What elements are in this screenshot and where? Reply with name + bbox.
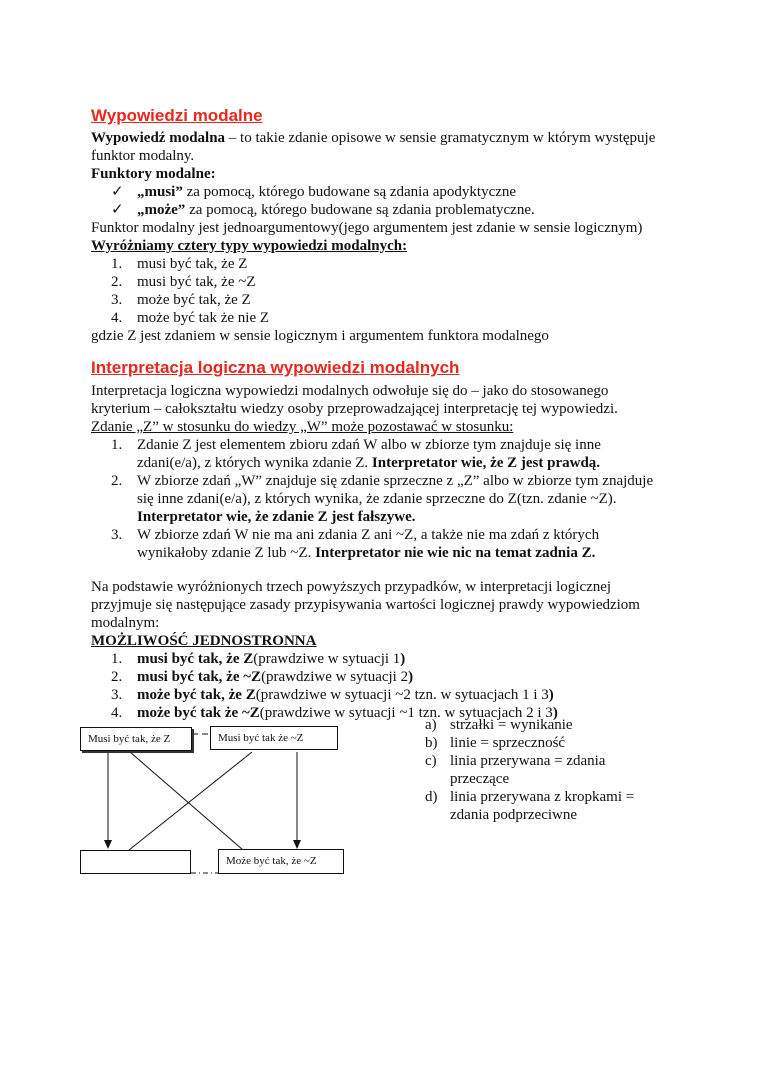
functors-heading: Funktory modalne: <box>91 166 216 182</box>
intro-text: Interpretacja logiczna wypowiedzi modalnych odwołuje się do – jako do stosowanego <box>91 383 609 399</box>
item-letter: b) <box>425 735 438 751</box>
rule-text: (prawdziwe w sytuacji 2 <box>261 669 409 685</box>
paragraph-text: Na podstawie wyróżnionych trzech powyższych przypadków, w interpretacji logicznej <box>91 579 612 595</box>
item-number: 1. <box>111 256 123 272</box>
item-number: 3. <box>111 687 123 703</box>
rule-term: musi być tak, że Z <box>137 651 254 667</box>
legend-text: przeczące <box>450 771 510 787</box>
legend-item <box>425 752 685 788</box>
item-number: 3. <box>111 292 123 308</box>
box-top-right: Musi być tak że ~Z <box>210 726 338 750</box>
rule-term: może być tak, że Z <box>137 687 256 703</box>
types-footer: gdzie Z jest zdaniem w sensie logicznym i argumentem funktora modalnego <box>91 328 549 344</box>
case-conclusion: Interpretator wie, że Z jest prawdą. <box>371 455 601 471</box>
box-top-left: Musi być tak, że Z <box>80 727 192 751</box>
legend-item <box>425 716 685 734</box>
legend-text: linia przerywana = zdania <box>450 753 606 769</box>
rule-close: ) <box>400 651 406 667</box>
item-number: 4. <box>111 705 123 721</box>
legend-item <box>425 734 685 752</box>
types-heading: Wyróżniamy cztery typy wypowiedzi modalnych: <box>91 238 408 254</box>
item-letter: d) <box>425 789 438 805</box>
rule-text: (prawdziwe w sytuacji ~1 tzn. w sytuacjach 2 i 3 <box>259 705 553 721</box>
definition-text: – to takie zdanie opisowe w sensie gramatycznym w którym występuje <box>225 130 656 146</box>
item-number: 4. <box>111 310 123 326</box>
functor-term: „musi” <box>137 184 183 200</box>
case-conclusion: Interpretator nie wie nic na temat zadnia Z. <box>315 545 596 561</box>
case-text: W zbiorze zdań W nie ma ani zdania Z ani ~Z, a także nie ma zdań z których <box>137 527 600 543</box>
case-text: wynikałoby zdanie Z lub ~Z. <box>137 545 316 561</box>
legend-text: linia przerywana z kropkami = <box>450 789 635 805</box>
box-bottom-left <box>80 850 191 874</box>
check-icon: ✓ <box>111 184 124 200</box>
rule-text: (prawdziwe w sytuacji ~2 tzn. w sytuacjach 1 i 3 <box>255 687 549 703</box>
rule-close: ) <box>548 687 554 703</box>
rule-term: może być tak że ~Z <box>137 705 260 721</box>
arrowhead-icon <box>104 840 112 849</box>
functor-text: za pomocą, którego budowane są zdania problematyczne. <box>185 202 535 218</box>
legend-item <box>425 788 685 824</box>
arrowhead-icon <box>293 840 301 849</box>
rule-close: ) <box>552 705 558 721</box>
item-number: 2. <box>111 473 123 489</box>
paragraph-text: przyjmuje się następujące zasady przypisywania wartości logicznej prawdy wypowiedziom <box>91 597 640 613</box>
check-icon: ✓ <box>111 202 124 218</box>
relation-heading: Zdanie „Z” w stosunku do wiedzy „W” może pozostawać w stosunku: <box>91 419 514 435</box>
item-letter: c) <box>425 753 437 769</box>
functor-text: za pomocą, którego budowane są zdania apodyktyczne <box>182 184 517 200</box>
section-title-modal-statements: Wypowiedzi modalne <box>91 106 263 125</box>
legend-text: strzałki = wynikanie <box>450 717 573 733</box>
case-text: W zbiorze zdań „W” znajduje się zdanie sprzeczne z „Z” albo w zbiorze tym znajduje <box>137 473 654 489</box>
item-number: 3. <box>111 527 123 543</box>
functor-term: „może” <box>137 202 186 218</box>
rule-term: musi być tak, że ~Z <box>137 669 262 685</box>
case-conclusion: Interpretator wie, że zdanie Z jest fałszywe. <box>137 509 416 525</box>
definition-term: Wypowiedź modalna <box>91 130 226 146</box>
definition-text-cont: funktor modalny. <box>91 148 195 164</box>
diagram-legend <box>425 716 685 824</box>
item-number: 1. <box>111 651 123 667</box>
item-letter: a) <box>425 717 437 733</box>
possibility-heading: MOŻLIWOŚĆ JEDNOSTRONNA <box>91 633 317 649</box>
case-text: się inne zdani(e/a), z których wynika, że zdanie sprzeczne do Z(tzn. zdanie ~Z). <box>137 491 617 507</box>
legend-text: linie = sprzeczność <box>450 735 566 751</box>
item-number: 2. <box>111 669 123 685</box>
box-bottom-right: Może być tak, że ~Z <box>218 849 344 874</box>
item-number: 2. <box>111 274 123 290</box>
item-text: może być tak, że Z <box>137 292 251 308</box>
rule-text: (prawdziwe w sytuacji 1 <box>253 651 401 667</box>
paragraph-text: modalnym: <box>91 615 160 631</box>
rule-close: ) <box>408 669 414 685</box>
case-text: zdani(e/a), z których wynika zdanie Z. <box>137 455 372 471</box>
item-text: może być tak że nie Z <box>137 310 270 326</box>
case-text: Zdanie Z jest elementem zbioru zdań W albo w zbiorze tym znajduje się inne <box>137 437 601 453</box>
item-text: musi być tak, że ~Z <box>137 274 256 290</box>
functor-note: Funktor modalny jest jednoargumentowy(jego argumentem jest zdanie w sensie logicznym) <box>91 220 643 236</box>
legend-text: zdania podprzeciwne <box>450 807 578 823</box>
item-number: 1. <box>111 437 123 453</box>
section-title-interpretation: Interpretacja logiczna wypowiedzi modalnych <box>91 358 460 377</box>
item-text: musi być tak, że Z <box>137 256 248 272</box>
intro-text: kryterium – całokształtu wiedzy osoby przeprowadzającej interpretację tej wypowiedzi. <box>91 401 618 417</box>
